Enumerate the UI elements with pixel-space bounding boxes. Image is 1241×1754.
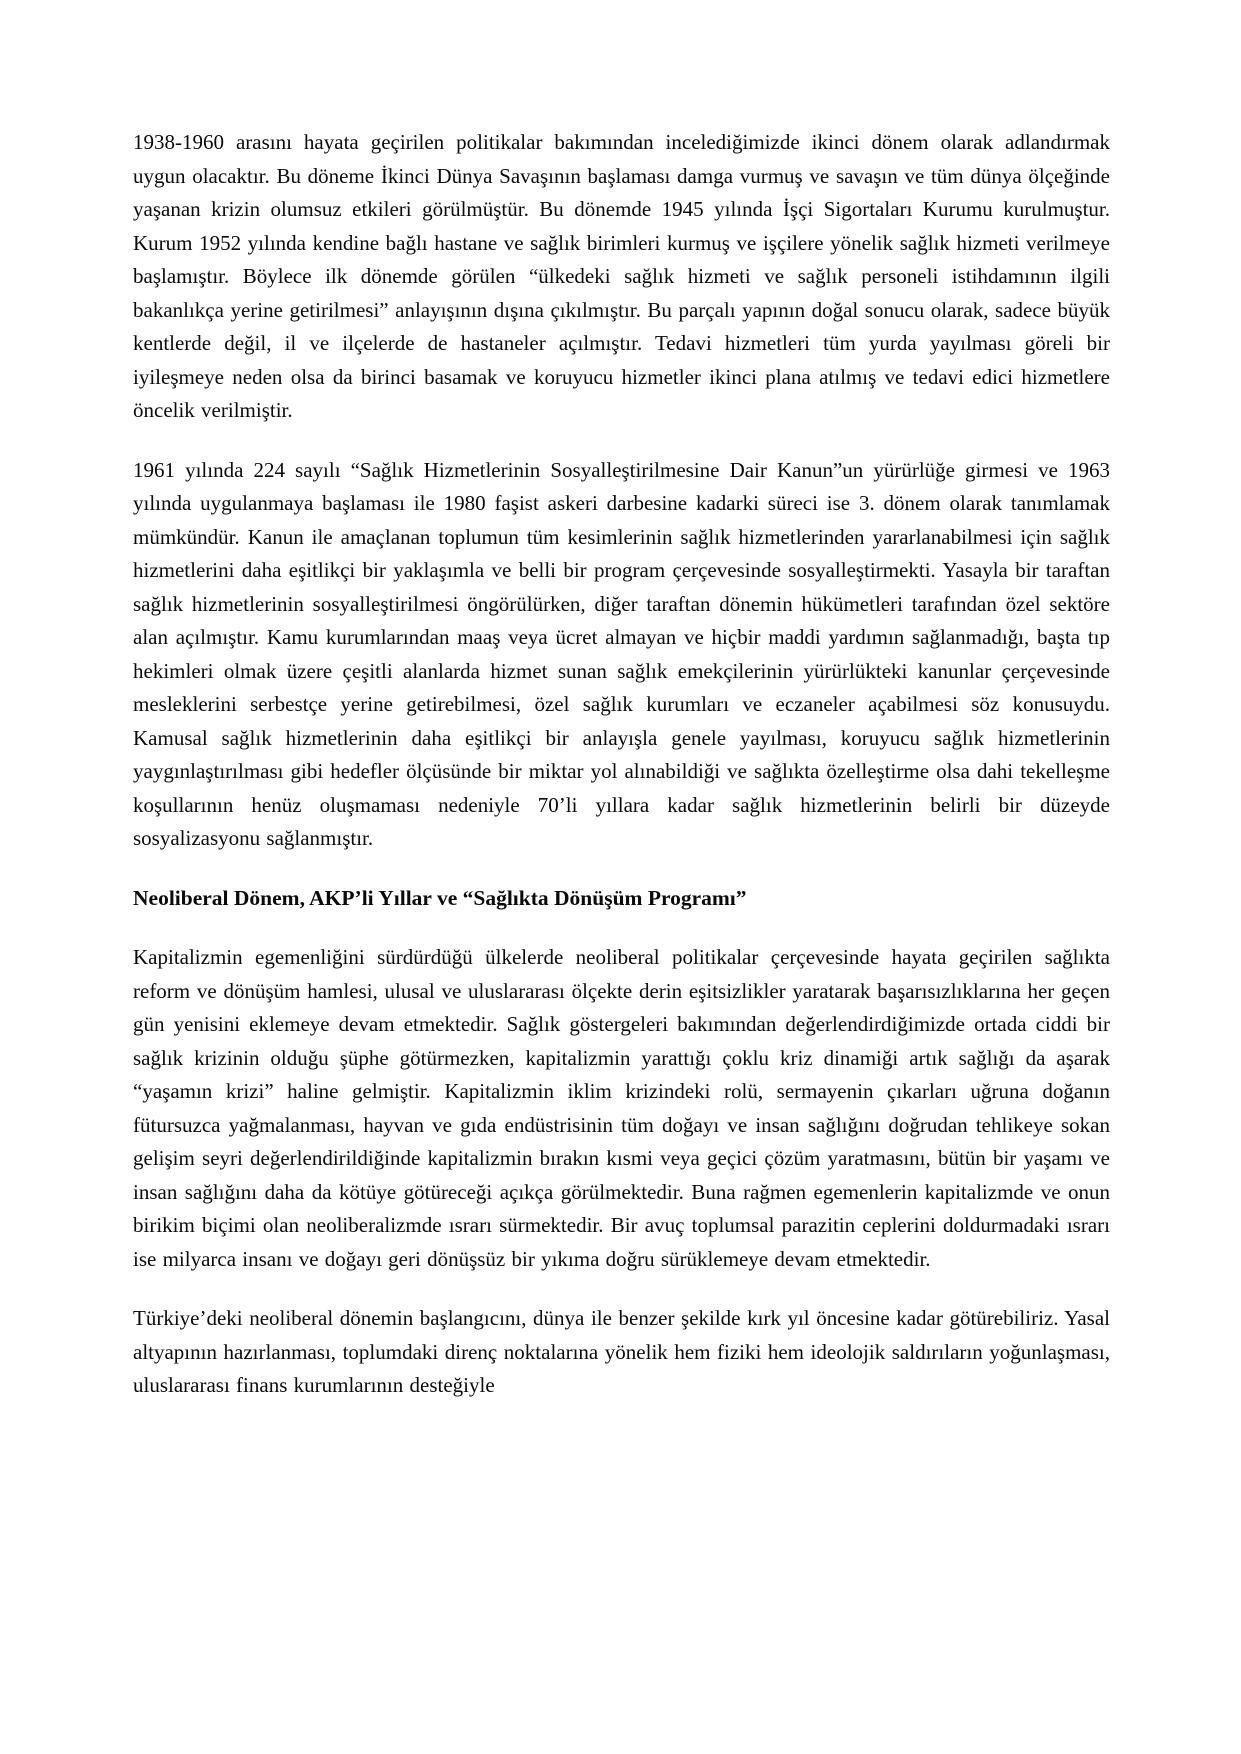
paragraph-period-3-1961-law: 1961 yılında 224 sayılı “Sağlık Hizmetlerinin Sosyalleştirilmesine Dair Kanun”un yürürlüğe girmesi ve 1963 yılında uygulanmaya başlaması ile 1980 faşist askeri darbesine kadarki süreci ise 3. dönem olarak tanımlamak mümkündür. Kanun ile amaçlanan toplumun tüm kesimlerinin sağlık hizmetlerinden yararlanabilmesi için sağlık hizmetlerini daha eşitlikçi bir yaklaşımla ve belli bir program çerçevesinde sosyalleştirmekti. Yasayla bir taraftan sağlık hizmetlerinin sosyalleştirilmesi öngörülürken, diğer taraftan dönemin hükümetleri tarafından özel sektöre alan açılmıştır. Kamu kurumlarından maaş veya ücret almayan ve hiçbir maddi yardımın sağlanmadığı, başta tıp hekimleri olmak üzere çeşitli alanlarda hizmet sunan sağlık emekçilerinin yürürlükteki kanunlar çerçevesinde mesleklerini serbestçe yerine getirebilmesi, özel sağlık kurumları ve eczaneler açabilmesi söz konusuydu. Kamusal sağlık hizmetlerinin daha eşitlikçi bir anlayışla genele yayılması, koruyucu sağlık hizmetlerinin yaygınlaştırılması gibi hedefler ölçüsünde bir miktar yol alınabildiği ve sağlıkta özelleştirme olsa dahi tekelleşme koşullarının henüz oluşmaması nedeniyle 70’li yıllara kadar sağlık hizmetlerinin belirli bir düzeyde sosyalizasyonu sağlanmıştır. <box>133 457 1110 850</box>
paragraph-capitalism-health-crisis: Kapitalizmin egemenliğini sürdürdüğü ülkelerde neoliberal politikalar çerçevesinde hayata geçirilen sağlıkta reform ve dönüşüm hamlesi, ulusal ve uluslararası ölçekte derin eşitsizlikler yaratarak başarısızlıklarına her geçen gün yenisini eklemeye devam etmektedir. Sağlık göstergeleri bakımından değerlendirdiğimizde ortada ciddi bir sağlık krizinin olduğu şüphe götürmezken, kapitalizmin yarattığı çoklu kriz dinamiği artık sağlığı da aşarak “yaşamın krizi” haline gelmiştir. Kapitalizmin iklim krizindeki rolü, sermayenin çıkarları uğruna doğanın fütursuzca yağmalanması, hayvan ve gıda endüstrisinin tüm doğayı ve insan sağlığını doğrudan tehlikeye sokan gelişim seyri değerlendirildiğinde kapitalizmin bırakın kısmi veya geçici çözüm yaratmasını, bütün bir yaşamı ve insan sağlığını daha da kötüye götüreceği açıkça görülmektedir. Buna rağmen egemenlerin kapitalizmde ve onun birikim biçimi olan neoliberalizmde ısrarı sürmektedir. Bir avuç toplumsal parazitin ceplerini doldurmadaki ısrarı ise milyarca insanı ve doğayı geri dönüşsüz bir yıkıma doğru sürüklemeye devam etmektedir. <box>133 945 1110 1271</box>
paragraph-turkey-neoliberal-start: Türkiye’deki neoliberal dönemin başlangıcını, dünya ile benzer şekilde kırk yıl öncesine kadar götürebiliriz. Yasal altyapının hazırlanması, toplumdaki direnç noktalarına yönelik hem fiziki hem ideolojik saldırıların yoğunlaşması, uluslararası finans kurumlarının desteğiyle <box>133 1306 1110 1397</box>
paragraph-period-2-1938-1960: 1938-1960 arasını hayata geçirilen politikalar bakımından incelediğimizde ikinci dönem olarak adlandırmak uygun olacaktır. Bu döneme İkinci Dünya Savaşının başlaması damga vurmuş ve savaşın ve tüm dünya ölçeğinde yaşanan krizin olumsuz etkileri görülmüştür. Bu dönemde 1945 yılında İşçi Sigortaları Kurumu kurulmuştur. Kurum 1952 yılında kendine bağlı hastane ve sağlık birimleri kurmuş ve işçilere yönelik sağlık hizmeti verilmeye başlamıştır. Böylece ilk dönemde görülen “ülkedeki sağlık hizmeti ve sağlık personeli istihdamının ilgili bakanlıkça yerine getirilmesi” anlayışının dışına çıkılmıştır. Bu parçalı yapının doğal sonucu olarak, sadece büyük kentlerde değil, il ve ilçelerde de hastaneler açılmıştır. Tedavi hizmetleri tüm yurda yayılması göreli bir iyileşmeye neden olsa da birinci basamak ve koruyucu hizmetler ikinci plana atılmış ve tedavi edici hizmetlere öncelik verilmiştir. <box>133 130 1110 422</box>
section-heading-neoliberal-donem: Neoliberal Dönem, AKP’li Yıllar ve “Sağlıkta Dönüşüm Programı” <box>133 885 747 910</box>
